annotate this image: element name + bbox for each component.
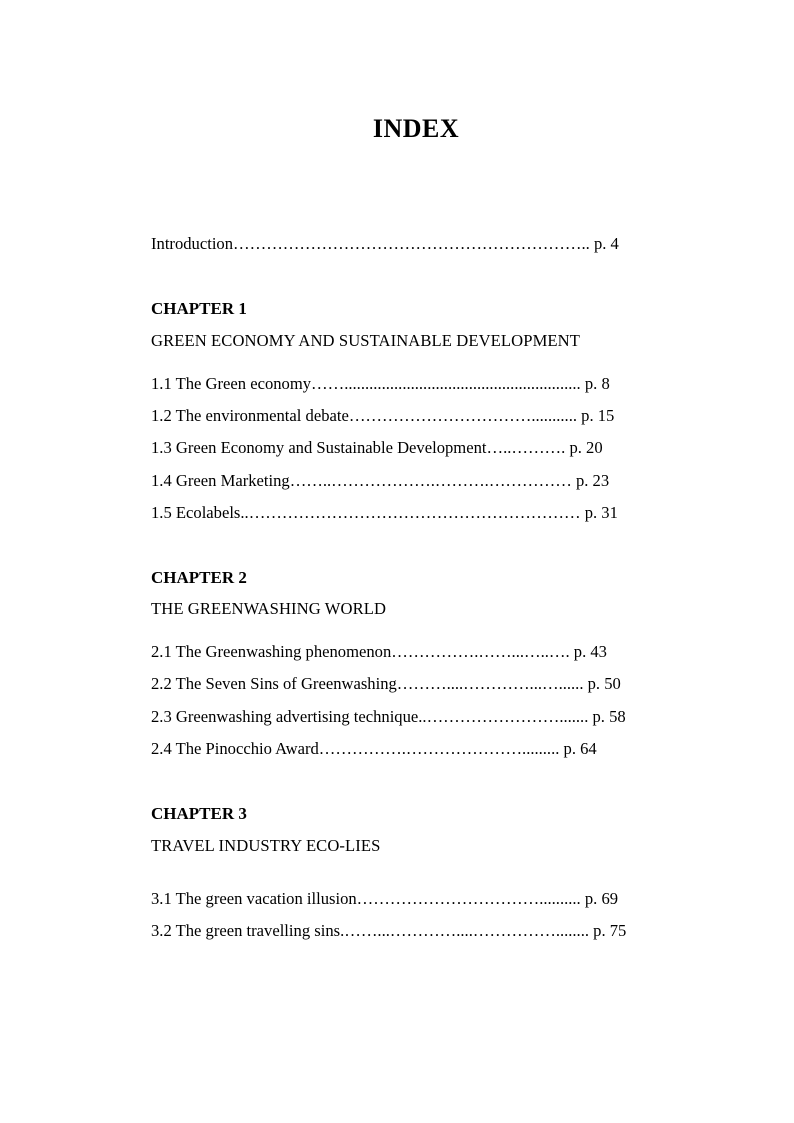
page-title: INDEX	[372, 114, 460, 143]
toc-entry-2-3: 2.3 Greenwashing advertising technique..……………………....... p. 58	[151, 707, 626, 726]
toc-entry-1-2: 1.2 The environmental debate……………………………........... p. 15	[151, 406, 615, 425]
toc-entry-introduction: Introduction……………………………………………………….. p. 4	[151, 234, 619, 253]
toc-entry-2-1: 2.1 The Greenwashing phenomenon…………….……...…..…. p. 43	[151, 642, 607, 661]
toc-entry-1-5: 1.5 Ecolabels..…………………………………………………… p. 31	[151, 503, 618, 522]
toc-entry-1-1: 1.1 The Green economy……......................................................... p. 8	[151, 374, 610, 393]
toc-entry-2-4: 2.4 The Pinocchio Award…………….…………………......... p. 64	[151, 739, 597, 758]
toc-entry-3-2: 3.2 The green travelling sins.……...…………....……………........ p. 75	[151, 921, 627, 940]
chapter-2-label: CHAPTER 2	[151, 568, 247, 587]
chapter-1-label: CHAPTER 1	[151, 299, 247, 318]
chapter-3-title: TRAVEL INDUSTRY ECO-LIES	[151, 836, 381, 855]
toc-entry-2-2: 2.2 The Seven Sins of Greenwashing………....…………...…...... p. 50	[151, 674, 621, 693]
toc-entry-1-3: 1.3 Green Economy and Sustainable Development…..………. p. 20	[151, 438, 603, 457]
chapter-2-title: THE GREENWASHING WORLD	[151, 599, 387, 618]
toc-entry-1-4: 1.4 Green Marketing……..……………….……….…………… p. 23	[151, 471, 610, 490]
chapter-3-label: CHAPTER 3	[151, 804, 247, 823]
chapter-1-title: GREEN ECONOMY AND SUSTAINABLE DEVELOPMENT	[151, 331, 580, 350]
toc-entry-3-1: 3.1 The green vacation illusion…………………………….......... p. 69	[151, 889, 619, 908]
